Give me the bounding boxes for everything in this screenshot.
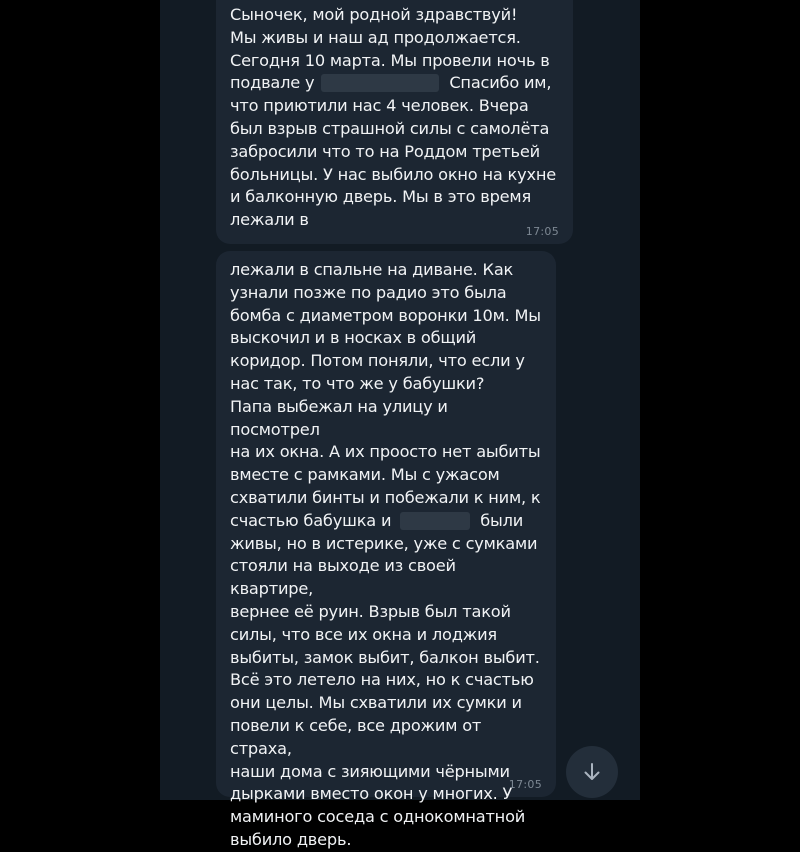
chat-screen xyxy=(160,0,640,849)
message-line: Мы живы и наш ад продолжается. xyxy=(230,27,521,47)
message-timestamp: 17:05 xyxy=(508,778,542,791)
scroll-to-bottom-button[interactable] xyxy=(566,746,618,798)
message-line: Сегодня 10 марта. Мы провели ночь в xyxy=(230,50,550,70)
message-text-rest: что приютили нас 4 человек. Вчера был взрыв страшной силы с самолёта забросили что то на Роддом третьей больницы. У нас выбило окно на кухне и балконную дверь. Мы в это время лежали в xyxy=(230,96,556,230)
message-line: Спасибо им, xyxy=(449,73,552,93)
message-line: счастью бабушка и xyxy=(230,510,392,530)
message-bubble[interactable] xyxy=(216,0,573,244)
message-text-part: живы, но в истерике, уже с сумками стояли на выходе из своей квартире, вернее её руин. Взрыв был такой силы, что все их окна и лоджия выбиты, замок выбит, балкон выбит. Всё это летело на них, но к счастью они целы. Мы схватили их сумки и повели к себе, все дрожим от страха, наши дома с зияющими чёрными дырками вместо окон у многих. У маминого соседа с однокомнатной выбило дверь. xyxy=(230,533,540,849)
message-text-part: лежали в спальне на диване. Как узнали позже по радио это была бомба с диаметром воронки 10м. Мы выскочил и в носках в общий коридор. Потом поняли, что если у нас так, то что же у бабушки? Папа выбежал на улицу и посмотрел на их окна. А их проосто нет аыбиты вместе с рамками. Мы с ужасом схватили бинты и побежали к ним, к xyxy=(230,260,541,507)
redacted-text xyxy=(400,512,470,530)
message-line: были xyxy=(480,510,524,530)
redacted-text xyxy=(321,74,439,92)
message-timestamp: 17:05 xyxy=(525,225,559,238)
arrow-down-icon xyxy=(581,761,603,783)
message-bubble[interactable] xyxy=(216,251,556,849)
message-line: Сыночек, мой родной здравствуй! xyxy=(230,5,518,24)
message-line: подвале у xyxy=(230,73,315,93)
message-text xyxy=(230,4,559,232)
message-text xyxy=(230,259,542,852)
